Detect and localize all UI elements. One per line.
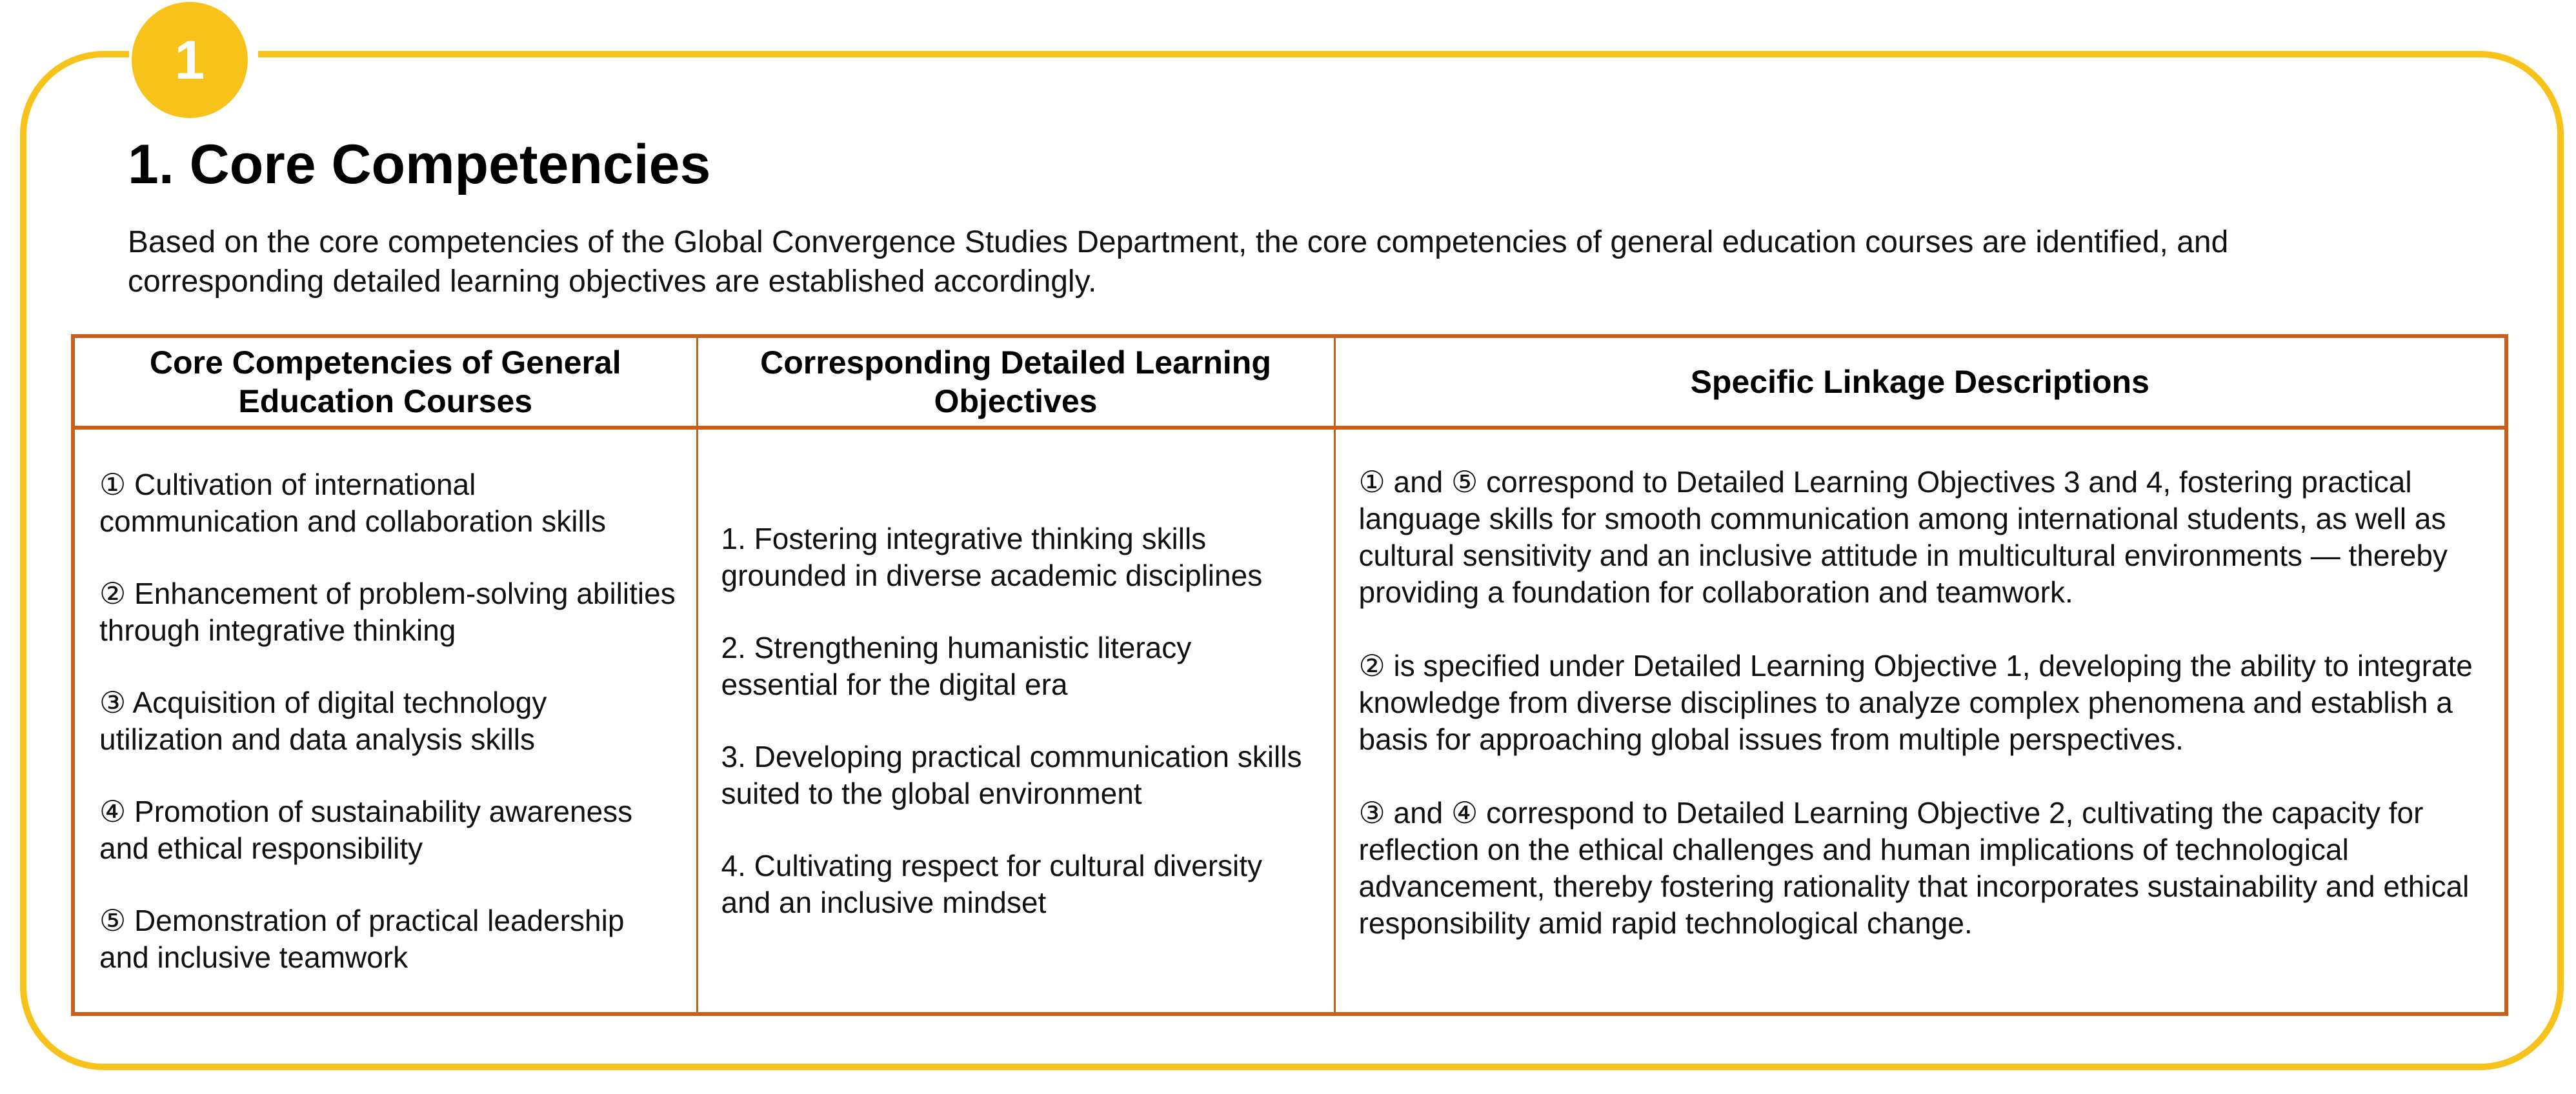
table-row (73, 428, 2506, 1014)
competencies-cell (73, 428, 697, 1014)
page-title: 1. Core Competencies (128, 134, 711, 195)
header-core-competencies: Core Competencies of General Education Courses (73, 336, 697, 428)
table-header-row (73, 336, 2506, 428)
linkage-item: ③ and ④ correspond to Detailed Learning Objective 2, cultivating the capacity for reflection on the ethical challenges and human implications of technological advancement, thereby fostering rationality that incorporates sustainability and ethical responsibility amid rapid technological change. (1358, 795, 2470, 940)
competency-item: ② Enhancement of problem-solving abilities through integrative thinking (99, 576, 676, 647)
competency-item: ① Cultivation of international communication and collaboration skills (99, 467, 606, 538)
objective-item: 4. Cultivating respect for cultural diversity and an inclusive mindset (721, 849, 1263, 919)
competency-item: ③ Acquisition of digital technology utilization and data analysis skills (99, 685, 547, 756)
objective-item: 1. Fostering integrative thinking skills grounded in diverse academic disciplines (721, 522, 1263, 592)
intro-paragraph: Based on the core competencies of the Global Convergence Studies Department, the core competencies of general education courses are identified, and corresponding detailed learning objectives are established accordingly. (128, 225, 2229, 299)
header-learning-objectives: Corresponding Detailed Learning Objectives (697, 336, 1334, 428)
competency-item: ⑤ Demonstration of practical leadership and inclusive teamwork (99, 903, 625, 974)
competency-table (71, 334, 2508, 1016)
linkage-item: ① and ⑤ correspond to Detailed Learning Objectives 3 and 4, fostering practical language skills for smooth communication among international students, as well as cultural sensitivity and an inclusive attitude in multicultural environments — thereby providing a foundation for collaboration and teamwork. (1358, 464, 2448, 609)
objective-item: 3. Developing practical communication skills suited to the global environment (721, 740, 1302, 810)
objectives-cell (697, 428, 1334, 1014)
linkage-item: ② is specified under Detailed Learning Objective 1, developing the ability to integrate knowledge from diverse disciplines to analyze complex phenomena and establish a basis for approaching global issues from multiple perspectives. (1358, 648, 2473, 756)
competency-item: ④ Promotion of sustainability awareness and ethical responsibility (99, 794, 633, 865)
objective-item: 2. Strengthening humanistic literacy essential for the digital era (721, 631, 1192, 701)
linkages-cell (1334, 428, 2506, 1014)
section-number-badge: 1 (132, 2, 248, 118)
header-linkage-descriptions: Specific Linkage Descriptions (1334, 336, 2506, 428)
